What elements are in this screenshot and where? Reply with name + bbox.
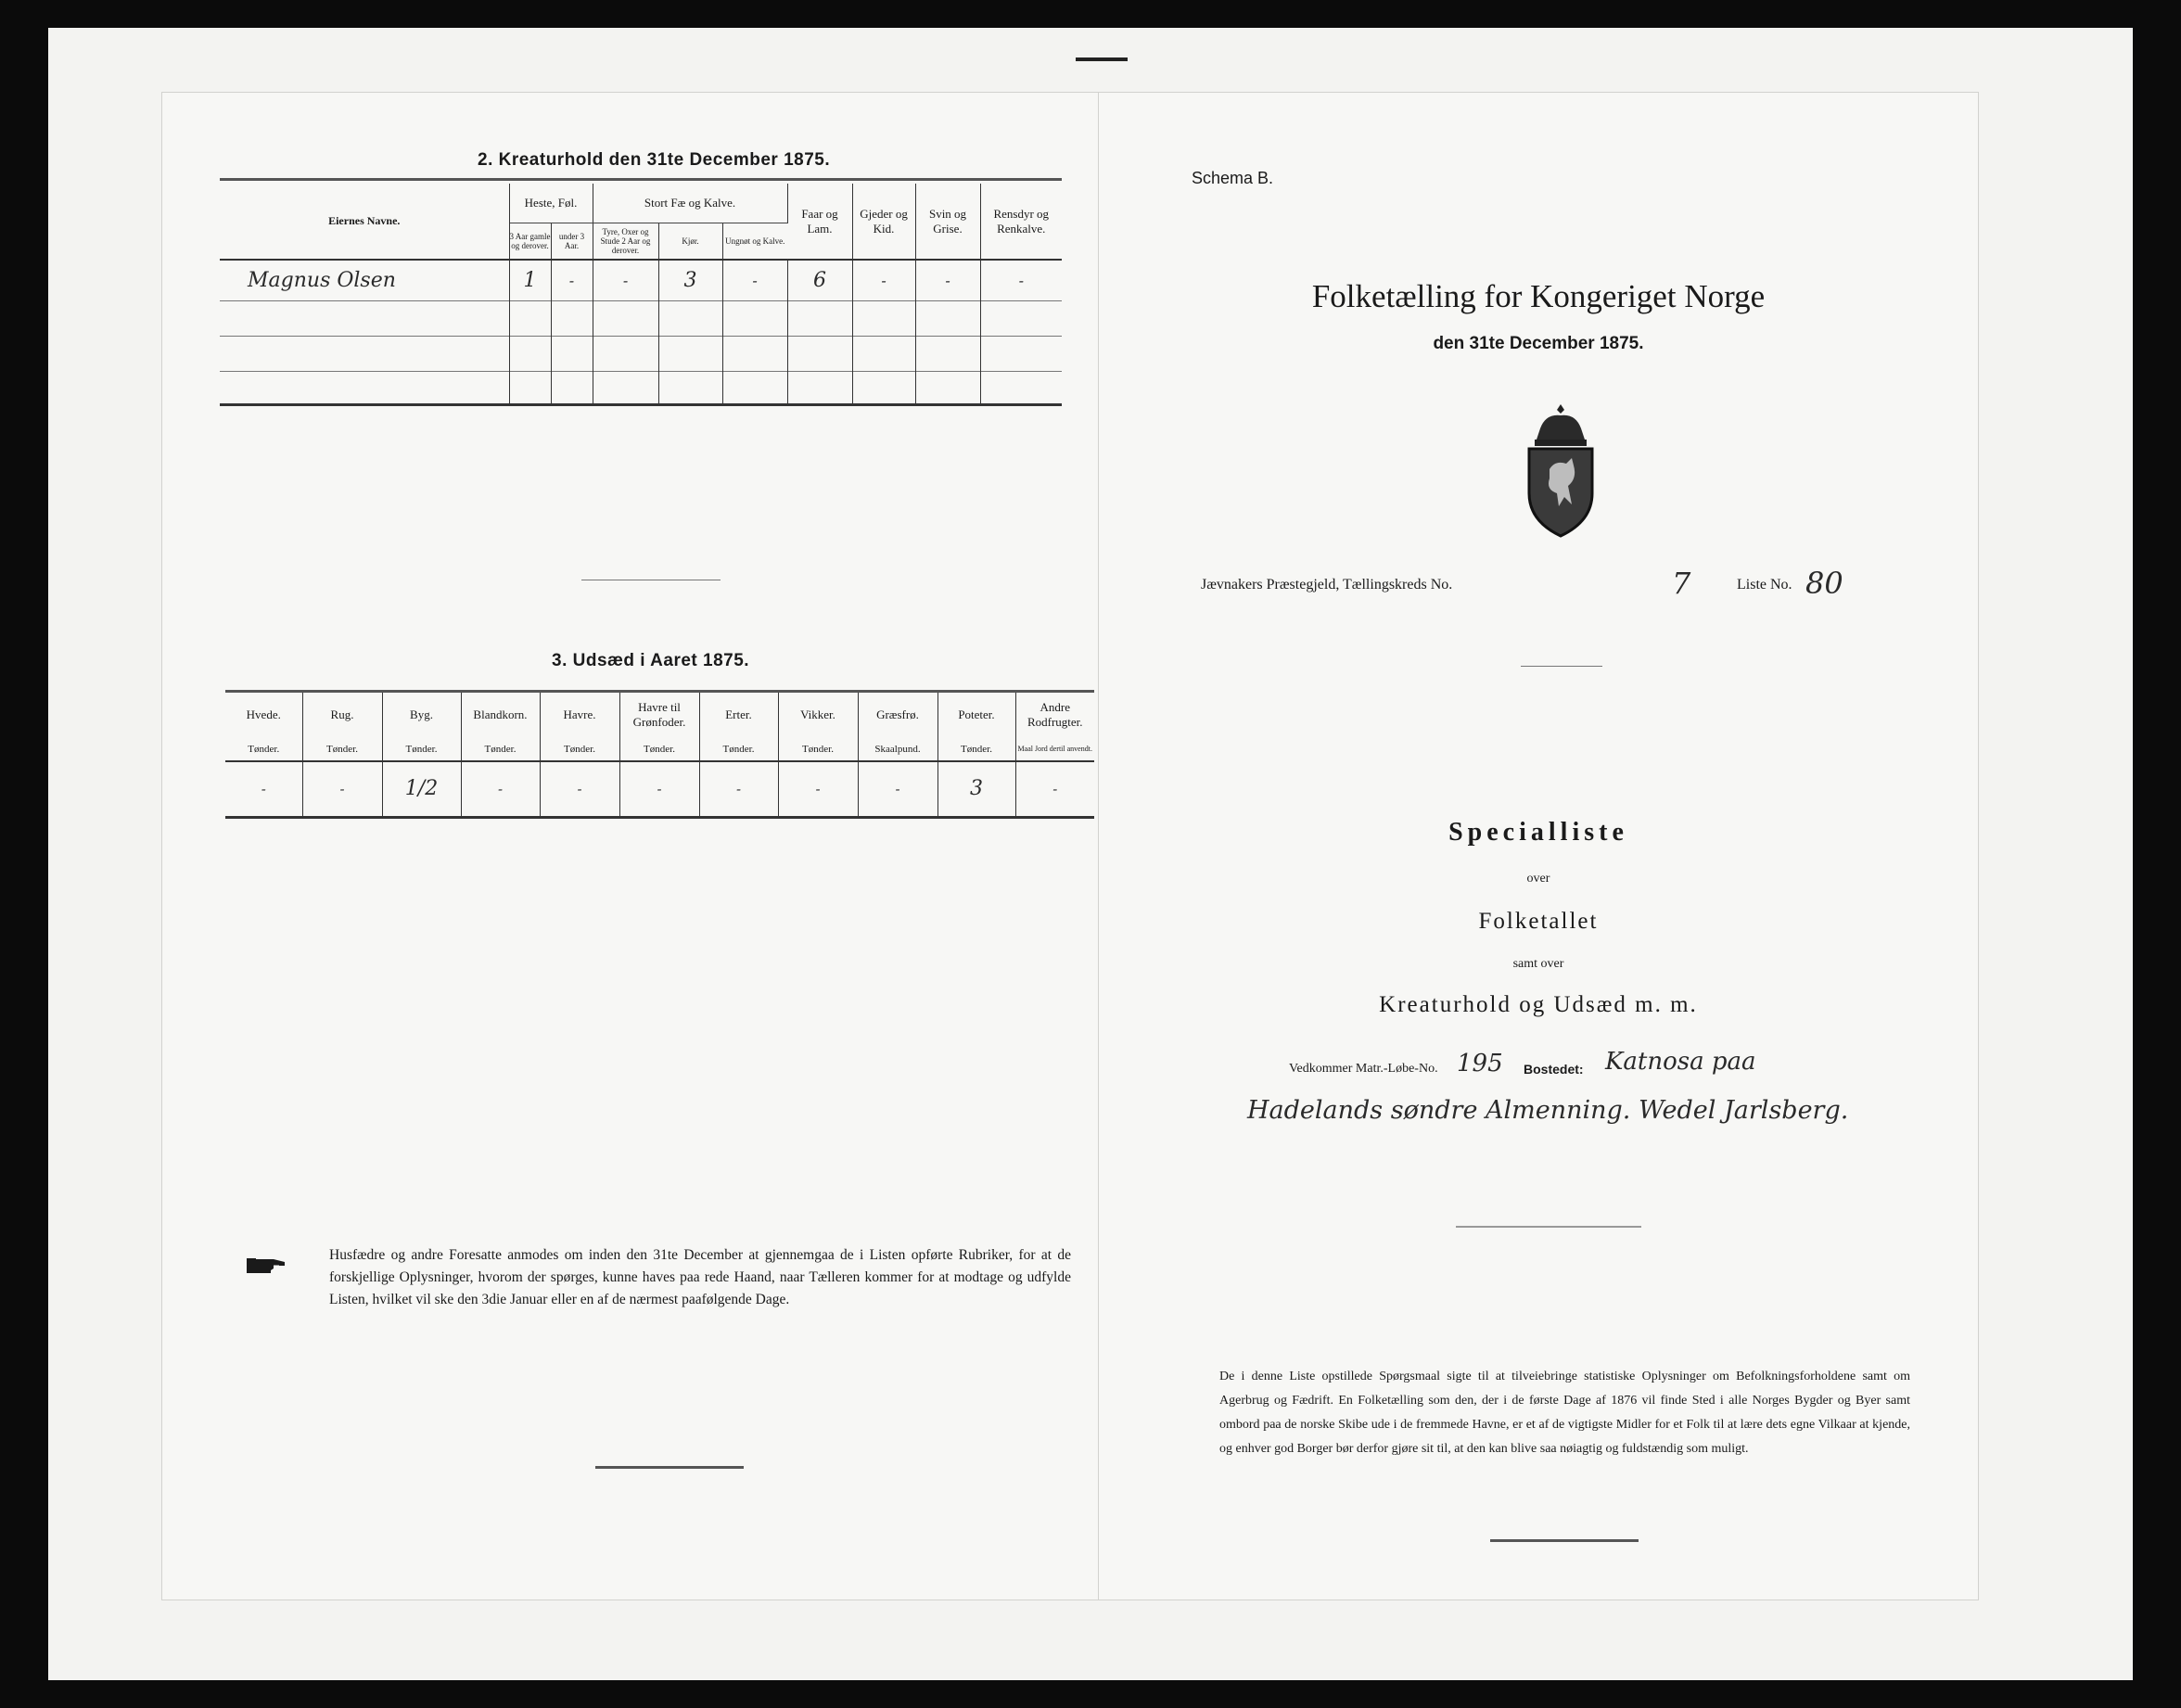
crop-header: Græsfrø.: [858, 693, 937, 737]
list-label: Liste No.: [1737, 577, 1792, 593]
unit-label: Tønder.: [699, 737, 778, 761]
crop-header: Byg.: [382, 693, 461, 737]
unit-label: Tønder.: [619, 737, 699, 761]
bottom-rule: [1490, 1539, 1639, 1542]
goats-header: Gjeder og Kid.: [852, 184, 915, 260]
top-mark: [1076, 57, 1128, 61]
sowing-value: -: [699, 761, 778, 817]
horses-header: Heste, Føl.: [509, 184, 593, 223]
horses-sub-old: 3 Aar gamle og derover.: [509, 223, 551, 260]
unit-label: Skaalpund.: [858, 737, 937, 761]
bottom-rule: [595, 1466, 744, 1469]
separator-line: [1521, 666, 1602, 667]
cell-reindeer: -: [1018, 271, 1024, 289]
sheep-header: Faar og Lam.: [787, 184, 852, 260]
unit-label: Tønder.: [778, 737, 858, 761]
unit-label: Tønder.: [302, 737, 382, 761]
matr-label: Vedkommer Matr.-Løbe-No.: [1289, 1062, 1438, 1076]
pointing-hand-icon: [246, 1254, 287, 1278]
sowing-table: [225, 693, 1094, 819]
crop-header: Blandkorn.: [461, 693, 540, 737]
crop-header: Andre Rodfrugter.: [1027, 700, 1083, 729]
cell-horses-old: 1: [509, 260, 551, 300]
unit-label: Tønder.: [382, 737, 461, 761]
section2-title: 2. Kreaturhold den 31te December 1875.: [478, 150, 831, 170]
sowing-value: -: [225, 761, 302, 817]
folketallet-heading: Folketallet: [1478, 909, 1599, 934]
sowing-value: -: [619, 761, 699, 817]
table-row: [220, 336, 1062, 371]
sowing-value: -: [858, 761, 937, 817]
cattle-header: Stort Fæ og Kalve.: [593, 184, 787, 223]
sowing-value: -: [540, 761, 619, 817]
unit-label: Tønder.: [225, 737, 302, 761]
table-row: [225, 761, 1094, 817]
livestock-table: [220, 184, 1062, 406]
list-number: 80: [1805, 566, 1843, 601]
instructions-notice: Husfædre og andre Foresatte anmodes om inden den 31te December at gjennemgaa de i Listen opførte Rubriker, for at de forskjellige Oplysninger, hvorom der spørges, kunne haves paa rede Haand, naar Tælleren kommer for at modtage og udfylde Listen, hvilket vil ske den 3die Januar eller en af de nærmest paafølgende Dage.: [329, 1247, 1071, 1307]
crop-header: Hvede.: [225, 693, 302, 737]
crop-header: Poteter.: [937, 693, 1015, 737]
cattle-sub-cows: Kjør.: [658, 223, 722, 260]
cell-pigs: -: [915, 260, 980, 300]
kreaturhold-heading: Kreaturhold og Udsæd m. m.: [1379, 992, 1698, 1017]
right-page: [1099, 93, 1978, 1600]
sowing-value: -: [461, 761, 540, 817]
footer-text: De i denne Liste opstillede Spørgsmaal sigte til at tilveiebringe statistiske Oplysninger om Befolkningsforholdene samt om Agerbrug og Fædrift. En Folketælling som den, der i de første Dage af 1876 vil finde Sted i alle Norges Bygder og Byer samt ombord paa de norske Skibe ude i de fremmede Havne, er et af de vigtigste Midler for et Folk til at lære dets egne Vilkaar at kjende, og enhver god Borger bør derfor gjøre sit til, at den kan blive saa nøiagtig og fuldstændig som muligt.: [1219, 1370, 1910, 1456]
crop-header: Erter.: [699, 693, 778, 737]
bostedet-line1: Katnosa paa: [1605, 1048, 1756, 1076]
section2-top-rule: [220, 178, 1062, 181]
cell-calves: -: [722, 260, 787, 300]
specialliste-heading: Specialliste: [1448, 818, 1628, 847]
section3-title: 3. Udsæd i Aaret 1875.: [552, 651, 750, 670]
crop-header: Vikker.: [778, 693, 858, 737]
owner-header: Eiernes Navne.: [220, 184, 509, 260]
district-number: 7: [1672, 566, 1691, 601]
cell-sheep: 6: [787, 260, 852, 300]
schema-label: Schema B.: [1192, 169, 1274, 187]
unit-label: Maal Jord dertil anvendt.: [1017, 744, 1092, 753]
samt-over-label: samt over: [1512, 957, 1564, 971]
table-row: [220, 260, 1062, 300]
horses-sub-young: under 3 Aar.: [551, 223, 593, 260]
cell-cows: 3: [658, 260, 722, 300]
matr-number: 195: [1457, 1050, 1503, 1077]
separator-line: [1456, 1226, 1641, 1228]
pigs-header: Svin og Grise.: [915, 184, 980, 260]
sowing-value: -: [302, 761, 382, 817]
cell-horses-young: -: [551, 260, 593, 300]
table-row: [220, 371, 1062, 404]
parish-label: Jævnakers Præstegjeld, Tællingskreds No.: [1201, 577, 1453, 593]
sowing-value: -: [778, 761, 858, 817]
cattle-sub-calves: Ungnøt og Kalve.: [725, 236, 785, 246]
cattle-sub-bulls: Tyre, Oxer og Stude 2 Aar og derover.: [593, 223, 658, 260]
over-label: over: [1526, 872, 1550, 886]
bostedet-label: Bostedet:: [1524, 1062, 1584, 1077]
document-title: Folketælling for Kongeriget Norge: [1311, 278, 1766, 314]
cell-goats: -: [852, 260, 915, 300]
sowing-value: 3: [937, 761, 1015, 817]
owner-name: Magnus Olsen: [220, 260, 509, 300]
unit-label: Tønder.: [540, 737, 619, 761]
sowing-value: 1/2: [382, 761, 461, 817]
crop-header: Havre til Grønfoder.: [619, 693, 699, 737]
unit-label: Tønder.: [461, 737, 540, 761]
cell-bulls: -: [593, 260, 658, 300]
reindeer-header: Rensdyr og Renkalve.: [993, 206, 1050, 236]
unit-label: Tønder.: [937, 737, 1015, 761]
crop-header: Rug.: [302, 693, 382, 737]
crop-header: Havre.: [540, 693, 619, 737]
sowing-value: -: [1052, 780, 1058, 797]
norwegian-coat-of-arms-icon: [1518, 401, 1603, 538]
table-row: [220, 300, 1062, 336]
left-page: [162, 93, 1099, 1600]
bostedet-line2: Hadelands søndre Almenning. Wedel Jarlsberg.: [1247, 1096, 1849, 1125]
census-date: den 31te December 1875.: [1433, 334, 1644, 353]
